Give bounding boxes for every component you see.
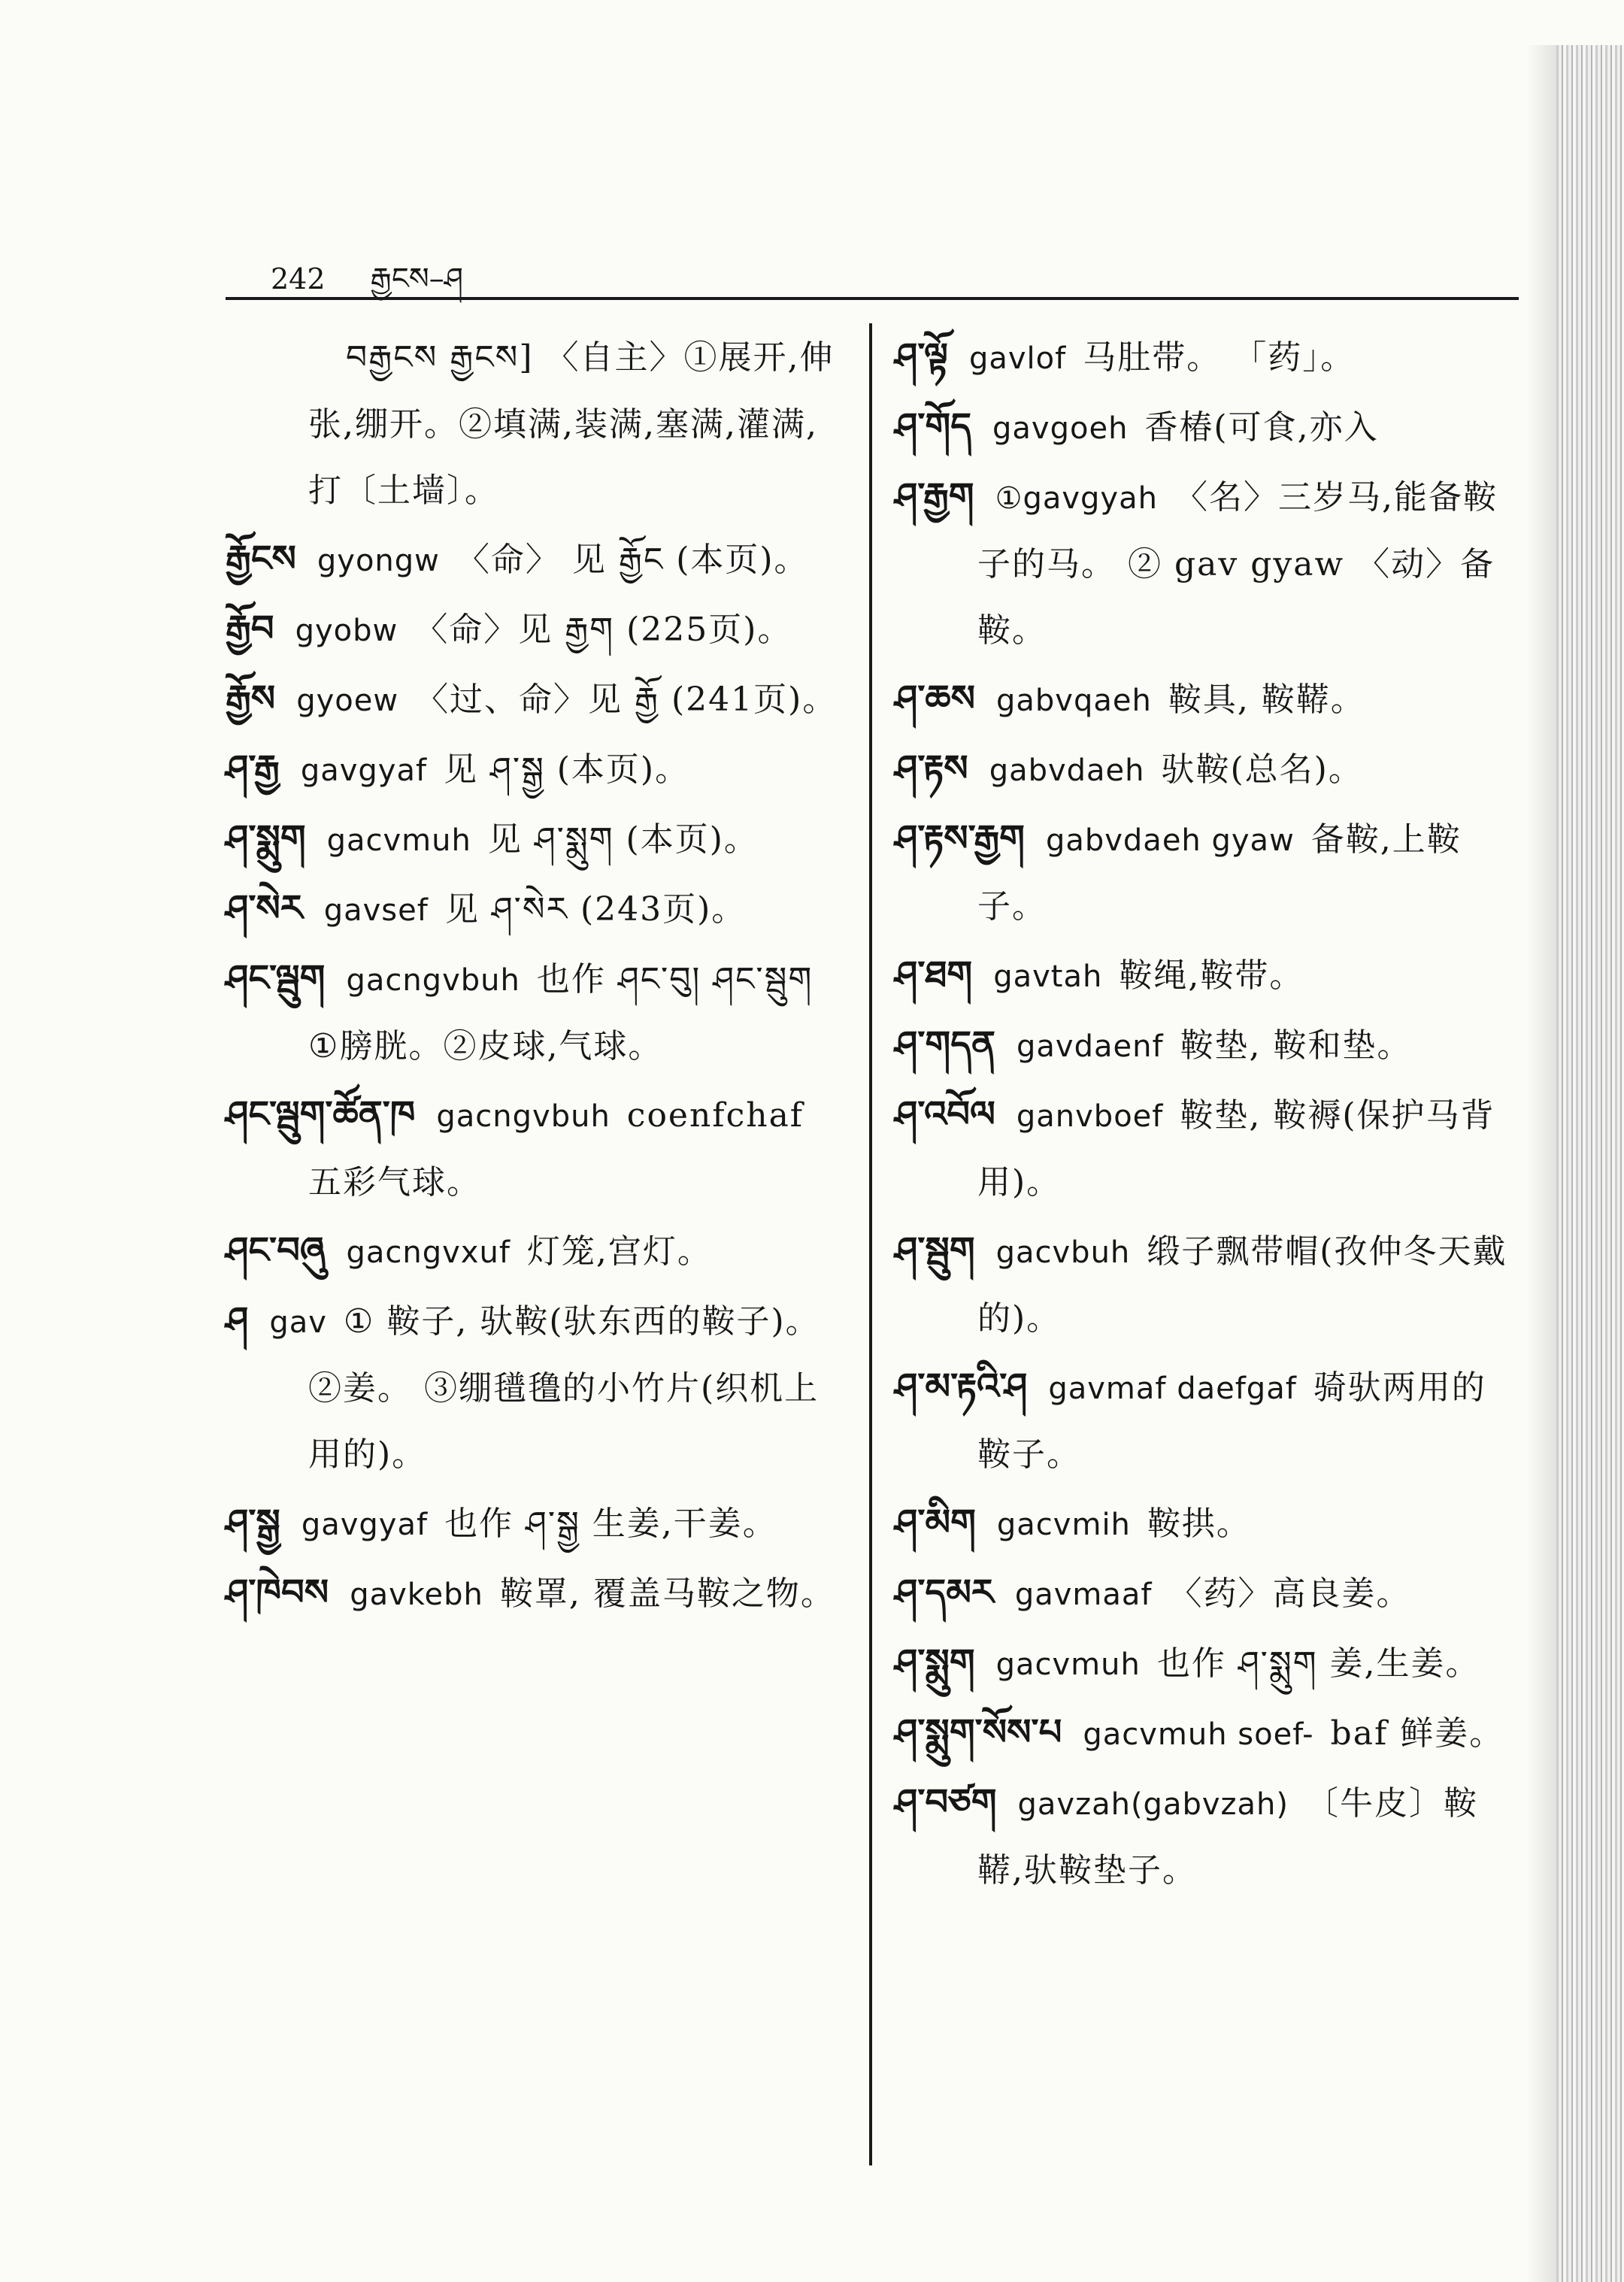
entry-gloss: 〈药〉高良姜。 (1168, 1574, 1411, 1613)
page-number: 242 (271, 262, 326, 295)
entry-romanization: gyobw (295, 614, 398, 648)
entry-romanization: ①gavgyah (995, 481, 1158, 516)
entry-headword: ཤ (226, 1299, 249, 1341)
entry-headword: ཤ་མ་རྟའི་ཤ (895, 1365, 1028, 1408)
entry-gloss: 鞍具, 鞍鞯。 (1168, 680, 1365, 719)
running-head: རྒྱངས–ཤ (370, 262, 464, 296)
entry-gloss: 见 ཤ་སེར (243页)。 (444, 890, 747, 929)
entry-gloss: 鞍拱。 (1147, 1505, 1251, 1543)
entry-romanization: gyoew (296, 683, 399, 718)
entry-headword: ཤ་དམར (895, 1571, 994, 1614)
entry-headword: ཤ་ཆས (895, 677, 975, 720)
right-column (895, 323, 1519, 1905)
entry-gloss: 香椿(可食,亦入 (1144, 408, 1379, 447)
entry-romanization: gavlof (968, 341, 1067, 376)
dictionary-entry (226, 735, 850, 804)
entry-romanization: gacvmuh (995, 1647, 1141, 1682)
entry-headword: ཤ་རྟས་རྒྱག (895, 817, 1025, 859)
dictionary-entry (895, 1011, 1519, 1080)
entry-gloss: 灯笼,宫灯。 (526, 1232, 712, 1271)
dictionary-entry (895, 393, 1519, 462)
entry-headword: ཤང་བཞུ (226, 1229, 326, 1271)
dictionary-entry (895, 1769, 1519, 1904)
entry-gloss: 驮鞍(总名)。 (1161, 750, 1363, 789)
entry-romanization: gavkebh (350, 1577, 483, 1612)
dictionary-entry (895, 1081, 1519, 1216)
dictionary-entry (895, 323, 1519, 392)
dictionary-entry (226, 323, 850, 524)
dictionary-entry (895, 463, 1519, 664)
entry-headword: ཤ་གོད (895, 405, 972, 447)
entry-romanization: gacvmuh soef- (1083, 1717, 1314, 1752)
entry-gloss: 马肚带。 「药」。 (1083, 338, 1356, 377)
entry-headword: ཤ་མིག (895, 1502, 976, 1544)
entry-headword: ཤ་བཙག (895, 1781, 997, 1823)
entry-gloss: བརྒྱངས རྒྱངས] 〈自主〉①展开,伸张,绷开。②填满,装满,塞满,灌满,打〔土墙〕。 (308, 338, 835, 510)
entry-headword: ཤ་ལྟོ (895, 335, 948, 377)
entry-headword: རྒྱོངས (226, 538, 296, 580)
dictionary-entry (226, 1287, 850, 1488)
entry-headword: ཤ་གདན (895, 1023, 996, 1065)
entry-romanization: gacngvxuf (346, 1235, 511, 1270)
entry-headword: ཤང་ལྦུག (226, 957, 326, 999)
dictionary-entry (895, 665, 1519, 734)
entry-headword: རྒྱོས (226, 677, 276, 720)
dictionary-entry (895, 1490, 1519, 1558)
dictionary-entry (895, 941, 1519, 1010)
dictionary-entry (226, 526, 850, 594)
entry-romanization: gyongw (317, 544, 440, 578)
page-edge-shadow (1526, 45, 1556, 2282)
dictionary-entry (226, 805, 850, 874)
dictionary-entry (226, 596, 850, 664)
page-header (271, 244, 464, 296)
entry-headword: ཤ་སྒྱ (226, 1502, 280, 1544)
entry-romanization: gavzah(gabvzah) (1017, 1787, 1289, 1822)
dictionary-entry (895, 1353, 1519, 1488)
entry-gloss: 〈过、命〉见 རྒྱོ (241页)。 (415, 680, 838, 719)
entry-gloss: baf 鲜姜。 (1330, 1714, 1504, 1753)
entry-headword: རྒྱོབ (226, 608, 274, 650)
page-edge (1556, 45, 1624, 2282)
dictionary-entry (226, 665, 850, 734)
dictionary-entry (895, 735, 1519, 804)
entry-headword: ཤ་སྦུག (895, 1229, 975, 1271)
entry-romanization: gacngvbuh (346, 963, 520, 998)
entry-gloss: 鞍垫, 鞍和垫。 (1180, 1026, 1412, 1065)
entry-gloss: 备鞍,上鞍子。 (977, 820, 1462, 926)
entry-romanization: gavmaaf (1014, 1577, 1153, 1612)
entry-romanization: ganvboef (1016, 1099, 1164, 1134)
dictionary-entry (895, 1217, 1519, 1352)
entry-romanization: gacvmih (996, 1508, 1131, 1542)
entry-gloss: 〈名〉三岁马,能备鞍子的马。 ② gav gyaw 〈动〉备鞍。 (977, 478, 1498, 650)
entry-gloss: 鞍绳,鞍带。 (1119, 956, 1304, 995)
entry-gloss: 鞍罩, 覆盖马鞍之物。 (499, 1574, 835, 1613)
entry-gloss: 〔牛皮〕鞍鞯,驮鞍垫子。 (977, 1784, 1478, 1890)
entry-romanization: gavmaf daefgaf (1048, 1371, 1297, 1406)
entry-headword: ཤ་འབོལ (895, 1093, 995, 1135)
entry-romanization: gavdaenf (1017, 1029, 1164, 1064)
dictionary-entry (226, 945, 850, 1080)
entry-gloss: 也作 ཤ་སྒྱ 生姜,干姜。 (444, 1505, 777, 1543)
entry-gloss: 见 ཤ་སྒྱ (本页)。 (444, 750, 690, 789)
entry-headword: ཤ་ཁེབས (226, 1571, 329, 1614)
entry-headword: ཤ་ཐག (895, 953, 973, 996)
entry-romanization: gavgoeh (992, 411, 1129, 446)
entry-gloss: 也作 ཤ་སྨུག 姜,生姜。 (1156, 1644, 1480, 1683)
entry-headword: ཤང་ལྦུག་ཚོན་ཁ (226, 1093, 416, 1135)
dictionary-entry (226, 1490, 850, 1558)
header-rule (226, 297, 1519, 300)
entry-gloss: ① 鞍子, 驮鞍(驮东西的鞍子)。②姜。 ③绷氆氇的小竹片(织机上用的)。 (308, 1302, 820, 1474)
dictionary-entry (895, 1629, 1519, 1698)
dictionary-entry (895, 805, 1519, 940)
entry-romanization: gacngvbuh (436, 1099, 611, 1134)
entry-romanization: gavgyaf (301, 1508, 429, 1542)
dictionary-entry (226, 1559, 850, 1628)
entry-headword: ཤ་སྨུག (895, 1641, 975, 1683)
entry-headword: ཤ་སྨུག (226, 817, 306, 859)
entry-gloss: 见 ཤ་སྨུག (本页)。 (487, 820, 759, 859)
entry-headword: ཤ་རྟས (895, 747, 968, 789)
entry-gloss: 〈命〉 见 རྒྱོང (本页)。 (456, 541, 809, 579)
entry-romanization: gabvdaeh gyaw (1045, 823, 1295, 858)
dictionary-entry (226, 1217, 850, 1286)
entry-romanization: gacvbuh (995, 1235, 1131, 1270)
entry-gloss: coenfchaf 五彩气球。 (308, 1096, 804, 1202)
column-divider (869, 323, 872, 2165)
entry-romanization: gavtah (993, 959, 1103, 994)
dictionary-entry (226, 1081, 850, 1216)
dictionary-entry (895, 1699, 1519, 1768)
entry-romanization: gav (269, 1305, 327, 1340)
entry-romanization: gavsef (323, 893, 429, 928)
entry-romanization: gavgyaf (300, 753, 428, 788)
entry-gloss: 〈命〉见 རྒྱག (225页)。 (414, 611, 792, 649)
entry-romanization: gabvdaeh (989, 753, 1145, 788)
entry-headword: ཤ་སྨུག་སོས་པ (895, 1711, 1062, 1753)
entry-headword: ཤ་སེར (226, 887, 303, 929)
entry-romanization: gacvmuh (326, 823, 471, 858)
entry-gloss: 也作 ཤང་བུ། ཤང་སྦུག ①膀胱。②皮球,气球。 (308, 960, 814, 1065)
left-column (226, 323, 850, 1629)
entry-headword: ཤ་རྒྱ (226, 747, 280, 789)
dictionary-entry (895, 1559, 1519, 1628)
entry-gloss: 鞍垫, 鞍褥(保护马背用)。 (977, 1096, 1495, 1202)
entry-headword: ཤ་རྒྱག (895, 475, 974, 517)
entry-romanization: gabvqaeh (996, 683, 1152, 718)
entry-gloss: 骑驮两用的鞍子。 (977, 1368, 1486, 1474)
dictionary-entry (226, 875, 850, 944)
entry-gloss: 缎子飘带帽(孜仲冬天戴的)。 (977, 1232, 1507, 1338)
